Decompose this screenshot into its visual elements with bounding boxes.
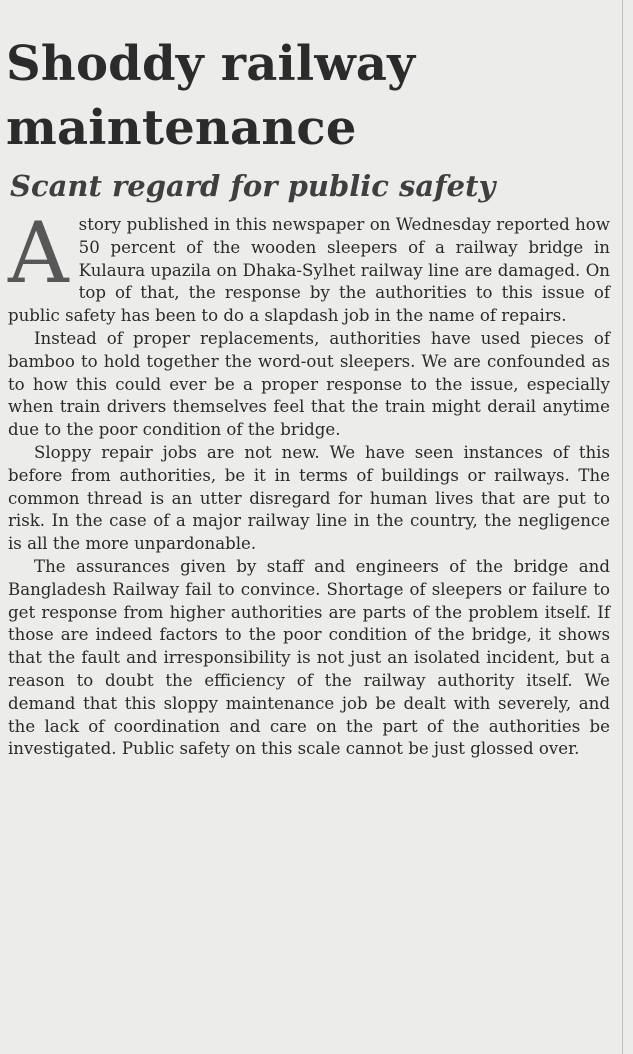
column-rule: [622, 0, 623, 1054]
article-body: [8, 204, 610, 761]
paragraph-3: Sloppy repair jobs are not new. We have seen instances of this before from authorities, be it in terms of buildings or railways. The common thread is an utter disregard for human lives that are put to risk. In the case of a major railway line in the country, the negligence is all the more unpardonable.: [8, 442, 610, 554]
drop-cap: A: [8, 204, 69, 302]
paragraph-1-text: story published in this newspaper on Wednesday reported how 50 percent of the wooden sleepers of a railway bridge in Kulaura upazila on Dhaka-Sylhet railway line are damaged. On top of that, the response by the authorities to this issue of public safety has been to do a slapdash job in the name of repairs.: [8, 215, 610, 326]
subheadline: Scant regard for public safety: [10, 169, 496, 203]
headline: Shoddy railway maintenance: [6, 36, 416, 156]
paragraph-2: Instead of proper replacements, authorities have used pieces of bamboo to hold together the word-out sleepers. We are confounded as to how this could ever be a proper response to the issue, especially when train drivers themselves feel that the train might derail anytime due to the poor condition of the bridge.: [8, 328, 610, 440]
paragraph-4: The assurances given by staff and engineers of the bridge and Bangladesh Railway fail to convince. Shortage of sleepers or failure to get response from higher authorities are parts of the problem itself. If those are indeed factors to the poor condition of the bridge, it shows that the fault and irresponsibility is not just an isolated incident, but a reason to doubt the efficiency of the railway authority itself. We demand that this sloppy maintenance job be dealt with severely, and the lack of coordination and care on the part of the authorities be investigated. Public safety on this scale cannot be just glossed over.: [8, 556, 610, 759]
paragraph-1: [8, 204, 610, 328]
